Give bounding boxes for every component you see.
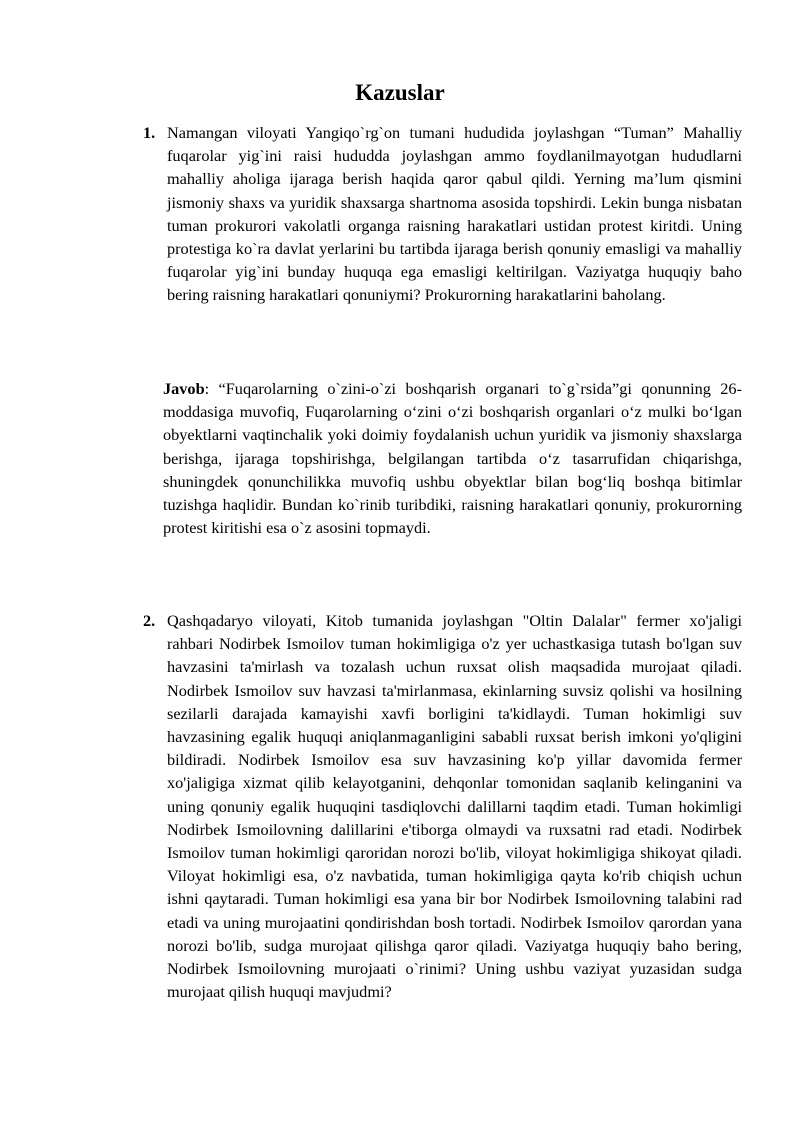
case-1 [143, 121, 742, 307]
case-number: 1. [143, 123, 156, 142]
answer-label: Javob [163, 379, 205, 398]
case-2 [143, 609, 742, 1003]
case-text: Namangan viloyati Yangiqo`rg`on tumani hududida joylashgan “Tuman” Mahalliy fuqarolar yig`ini raisi hududda joylashgan ammo foydlanilmayotgan hududlarni mahalliy aholiga ijaraga berish haqida qaror qabul qildi. Yerning ma’lum qismini jismoniy shaxs va yuridik shaxsarga shartnoma asosida topshirdi. Lekin bunga nisbatan tuman prokurori vakolatli organga raisning harakatlari ustidan protest kiritdi. Uning protestiga ko`ra davlat yerlarini bu tartibda ijaraga berish qonuniy emasligi va mahalliy fuqarolar yig`ini bunday huquqa ega emasligi keltirilgan. Vaziyatga huquqiy baho bering raisning harakatlari qonuniymi? Prokurorning harakatlarini baholang. [167, 123, 742, 305]
answer-paragraph [163, 377, 742, 539]
case-text: Qashqadaryo viloyati, Kitob tumanida joylashgan "Oltin Dalalar" fermer xo'jaligi rahbari Nodirbek Ismoilov tuman hokimligiga o'z yer uchastkasiga tutash bo'lgan suv havzasini ta'mirlash va tozalash uchun ruxsat olish maqsadida murojaat qiladi. Nodirbek Ismoilov suv havzasi ta'mirlanmasa, ekinlarning suvsiz qolishi va hosilning sezilarli darajada kamayishi xavfi borligini ta'kidlaydi. Tuman hokimligi suv havzasining egalik huquqi aniqlanmaganligini sababli ruxsat berish imkoni yo'qligini bildiradi. Nodirbek Ismoilov esa suv havzasining ko'p yillar davomida fermer xo'jaligiga xizmat qilib kelayotganini, dehqonlar tomonidan saqlanib kelinganini va uning qonuniy egalik huquqini tasdiqlovchi dalillarni taqdim etadi. Tuman hokimligi Nodirbek Ismoilovning dalillarini e'tiborga olmaydi va ruxsatni rad etadi. Nodirbek Ismoilov tuman hokimligi qaroridan norozi bo'lib, viloyat hokimligiga shikoyat qiladi. Viloyat hokimligi esa, o'z navbatida, tuman hokimligiga qayta ko'rib chiqish uchun ishni qaytaradi. Tuman hokimligi esa yana bir bor Nodirbek Ismoilovning talabini rad etadi va uning murojaatini qondirishdan bosh tortadi. Nodirbek Ismoilov qarordan yana norozi bo'lib, sudga murojaat qilishga qaror qiladi. Vaziyatga huquqiy baho bering, Nodirbek Ismoilovning murojaati o`rinimi? Uning ushbu vaziyat yuzasidan sudga murojaat qilish huquqi mavjudmi? [167, 611, 742, 1002]
page-title: Kazuslar [355, 80, 445, 105]
answer-text: : “Fuqarolarning o`zini-o`zi boshqarish organari to`g`rsida”gi qonunning 26-moddasiga muvofiq, Fuqarolarning o‘zini o‘zi boshqarish organlari o‘z mulki bo‘lgan obyektlarni vaqtinchalik yoki doimiy foydalanish uchun yuridik va jismoniy shaxslarga berishga, ijaraga topshirishga, belgilangan tartibda o‘z tasarrufidan chiqarishga, shuningdek qonunchilikka muvofiq ushbu obyektlar bilan bog‘liq boshqa bitimlar tuzishga haqlidir. Bundan ko`rinib turibdiki, raisning harakatlari qonuniy, prokurorning protest kiritishi esa o`z asosini topmaydi. [163, 379, 742, 538]
case-number: 2. [143, 611, 156, 630]
